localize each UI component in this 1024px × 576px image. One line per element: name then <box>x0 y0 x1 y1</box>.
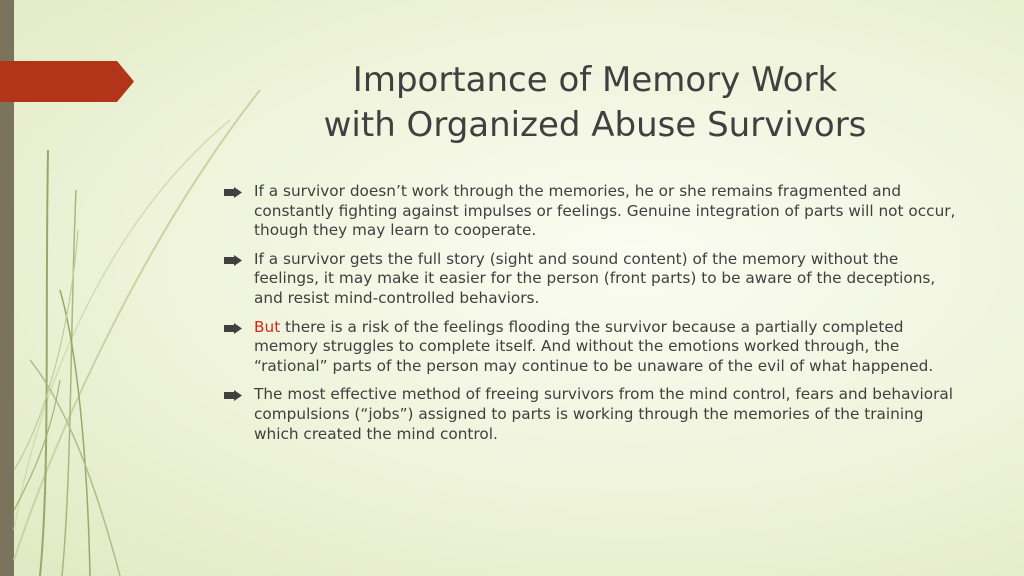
bullet-item <box>222 318 967 377</box>
title-line-2: with Organized Abuse Survivors <box>323 105 867 145</box>
bullet-text: The most effective method of freeing survivors from the mind control, fears and behavioral compulsions (“jobs”) assigned to parts is working through the memories of the training which created the mind control. <box>254 385 954 443</box>
arrow-bullet-icon <box>224 187 242 198</box>
bullet-item <box>222 182 967 241</box>
arrow-bullet-icon <box>224 390 242 401</box>
bullet-text: If a survivor gets the full story (sight and sound content) of the memory without the feelings, it may make it easier for the person (front parts) to be aware of the deceptions, and resist mind-controlled behaviors. <box>254 249 936 307</box>
bullet-emphasis-word: But <box>254 317 281 336</box>
slide-title <box>250 58 940 148</box>
title-line-1: Importance of Memory Work <box>352 60 838 100</box>
arrow-bullet-icon <box>224 323 242 334</box>
bullet-text: If a survivor doesn’t work through the memories, he or she remains fragmented and constantly fighting against impulses or feelings. Genuine integration of parts will not occur, though they may learn to cooperate. <box>254 182 956 240</box>
bullet-item <box>222 385 967 444</box>
accent-arrow-shape <box>0 61 134 102</box>
bullet-text: there is a risk of the feelings flooding the survivor because a partially completed memory struggles to complete itself. And without the emotions worked through, the “rational” parts of the person may continue to be unaware of the evil of what happened. <box>254 317 934 375</box>
bullet-list <box>222 182 967 453</box>
bullet-item <box>222 250 967 309</box>
arrow-bullet-icon <box>224 255 242 266</box>
